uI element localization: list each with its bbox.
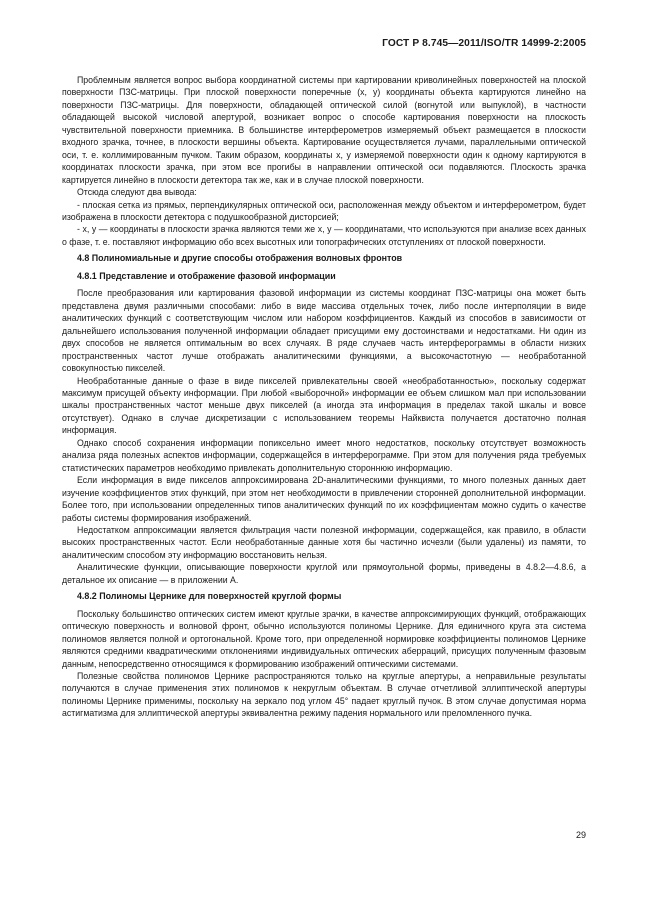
paragraph: После преобразования или картирования фазовой информации из системы координат ПЗС-матрицы она может быть представлена двумя различными способами: либо в виде массива отдельных точек, либо после интерполяции в виде аналитических функций с соответствующим числом или набором коэффициентов. Каждый из способов в зависимости от дальнейшего использования полученной информации обладает присущими ему достоинствами и недостатками. Ни один из двух способов не является оптимальным во всех случаях. В ряде случаев часть интерферограммы в области низких пространственных частот лучше отображать аналитическими функциями, а высокочастотную — необработанной совокупностью пикселей. <box>62 288 586 374</box>
paragraph: Аналитические функции, описывающие поверхности круглой или прямоугольной формы, приведены в 4.8.2—4.8.6, а детальное их описание — в приложении А. <box>62 562 586 585</box>
paragraph: Необработанные данные о фазе в виде пикселей привлекательны своей «необработанностью», поскольку содержат максимум присущей объекту информации. При любой «выборочной» информации ее объем слишком мал при использовании шкалы пространственных частот меньше двух пикселей (а иногда эта информация в пределах такой шкалы и вовсе отсутствует). Однако в случае дискретизации с использованием теоремы Найквиста получается достаточно полная информация. <box>62 375 586 436</box>
paragraph: Полезные свойства полиномов Цернике распространяются только на круглые апертуры, а неправильные результаты получаются в случае применения этих полиномов к некруглым объектам. В случае отчетливой эллиптической апертуры полиномы Цернике применимы, поскольку на зеркало под углом 45° падает круглый пучок. В этом случае допустимая норма астигматизма для эллиптической апертуры эквивалентна режиму падения нормального или преломленного пучка. <box>62 670 586 719</box>
section-heading-4-8-1: 4.8.1 Представление и отображение фазовой информации <box>77 270 336 281</box>
list-item: - плоская сетка из прямых, перпендикулярных оптической оси, расположенная между объектом и интерферометром, будет изображена в плоскости детектора с подушкообразной дисторсией; <box>62 199 586 222</box>
list-item: - x, y — координаты в плоскости зрачка являются теми же x, y — координатами, что используются при анализе всех данных о фазе, т. е. поставляют информацию обо всех высотных или топографических отступлениях от плоской поверхности. <box>62 224 586 247</box>
paragraph: Проблемным является вопрос выбора координатной системы при картировании криволинейных поверхностей на плоской поверхности ПЗС-матрицы. При плоской поверхности поперечные (x, y) координаты объекта картируются линейно на поверхности ПЗС-матрицы. Для поверхности, обладающей оптической силой (вогнутой или выпуклой), в частности обладающей высокой числовой апертурой, возникает вопрос о способе картирования поверхности на плоскость чувствительной поверхности приемника. В большинстве интерферометров измеряемый объект размещается в плоскости входного зрачка, точнее, в плоскости вершины объекта. Картирование осуществляется лучами, параллельными оптической оси, т. е. коллимированным пучком. Таким образом, координаты x, y измеряемой поверхности один к одному картируются в координатах плоскости зрачка, при этом все прогибы в направлении оптической оси подавляются. Плоскость зрачка картируется линейно в плоскости детектора так же, как и в случае плоской поверхности. <box>62 75 586 185</box>
paragraph: Недостатком аппроксимации является фильтрация части полезной информации, содержащейся, как правило, в области высоких пространственных частот. Если необработанные данные хотя бы частично исчезли (были удалены) из памяти, то аналитическим способом эту информацию восстановить нельзя. <box>62 524 586 560</box>
section-heading-4-8: 4.8 Полиномиальные и другие способы отображения волновых фронтов <box>77 253 403 264</box>
paragraph: Поскольку большинство оптических систем имеют круглые зрачки, в качестве аппроксимирующих функций, отображающих оптическую поверхность и волновой фронт, обычно используются полиномы Цернике. Для единичного круга эта система полиномов является полной и ортогональной. Кроме того, при определенной нормировке коэффициенты полиномов Цернике являются средними квадратическими отклонениями индивидуальных оптических аберраций, присущих полученным фазовым данным, непосредственно относящимся к формированию изображений оптическими системами. <box>62 608 586 669</box>
paragraph: Однако способ сохранения информации попиксельно имеет много недостатков, поскольку отсутствует возможность анализа ряда полезных аспектов информации, содержащейся в интерферограмме. При этом для получения ряда требуемых статистических параметров необходимо привлекать дополнительную стороннюю информацию. <box>62 437 586 473</box>
paragraph: Отсюда следуют два вывода: <box>77 187 197 198</box>
body-text <box>62 74 586 720</box>
standard-code-header: ГОСТ Р 8.745—2011/ISO/TR 14999-2:2005 <box>382 38 586 49</box>
page-number: 29 <box>575 830 586 840</box>
section-heading-4-8-2: 4.8.2 Полиномы Цернике для поверхностей круглой формы <box>77 591 342 602</box>
paragraph: Если информация в виде пикселов аппроксимирована 2D-аналитическими функциями, то много полезных данных дает изучение коэффициентов этих функций, при этом нет необходимости в привлечении сторонней дополнительной информации. Более того, при использовании определенных типов аналитических функций по их коэффициентам можно судить о качестве работы системы формирования изображений. <box>62 475 586 523</box>
